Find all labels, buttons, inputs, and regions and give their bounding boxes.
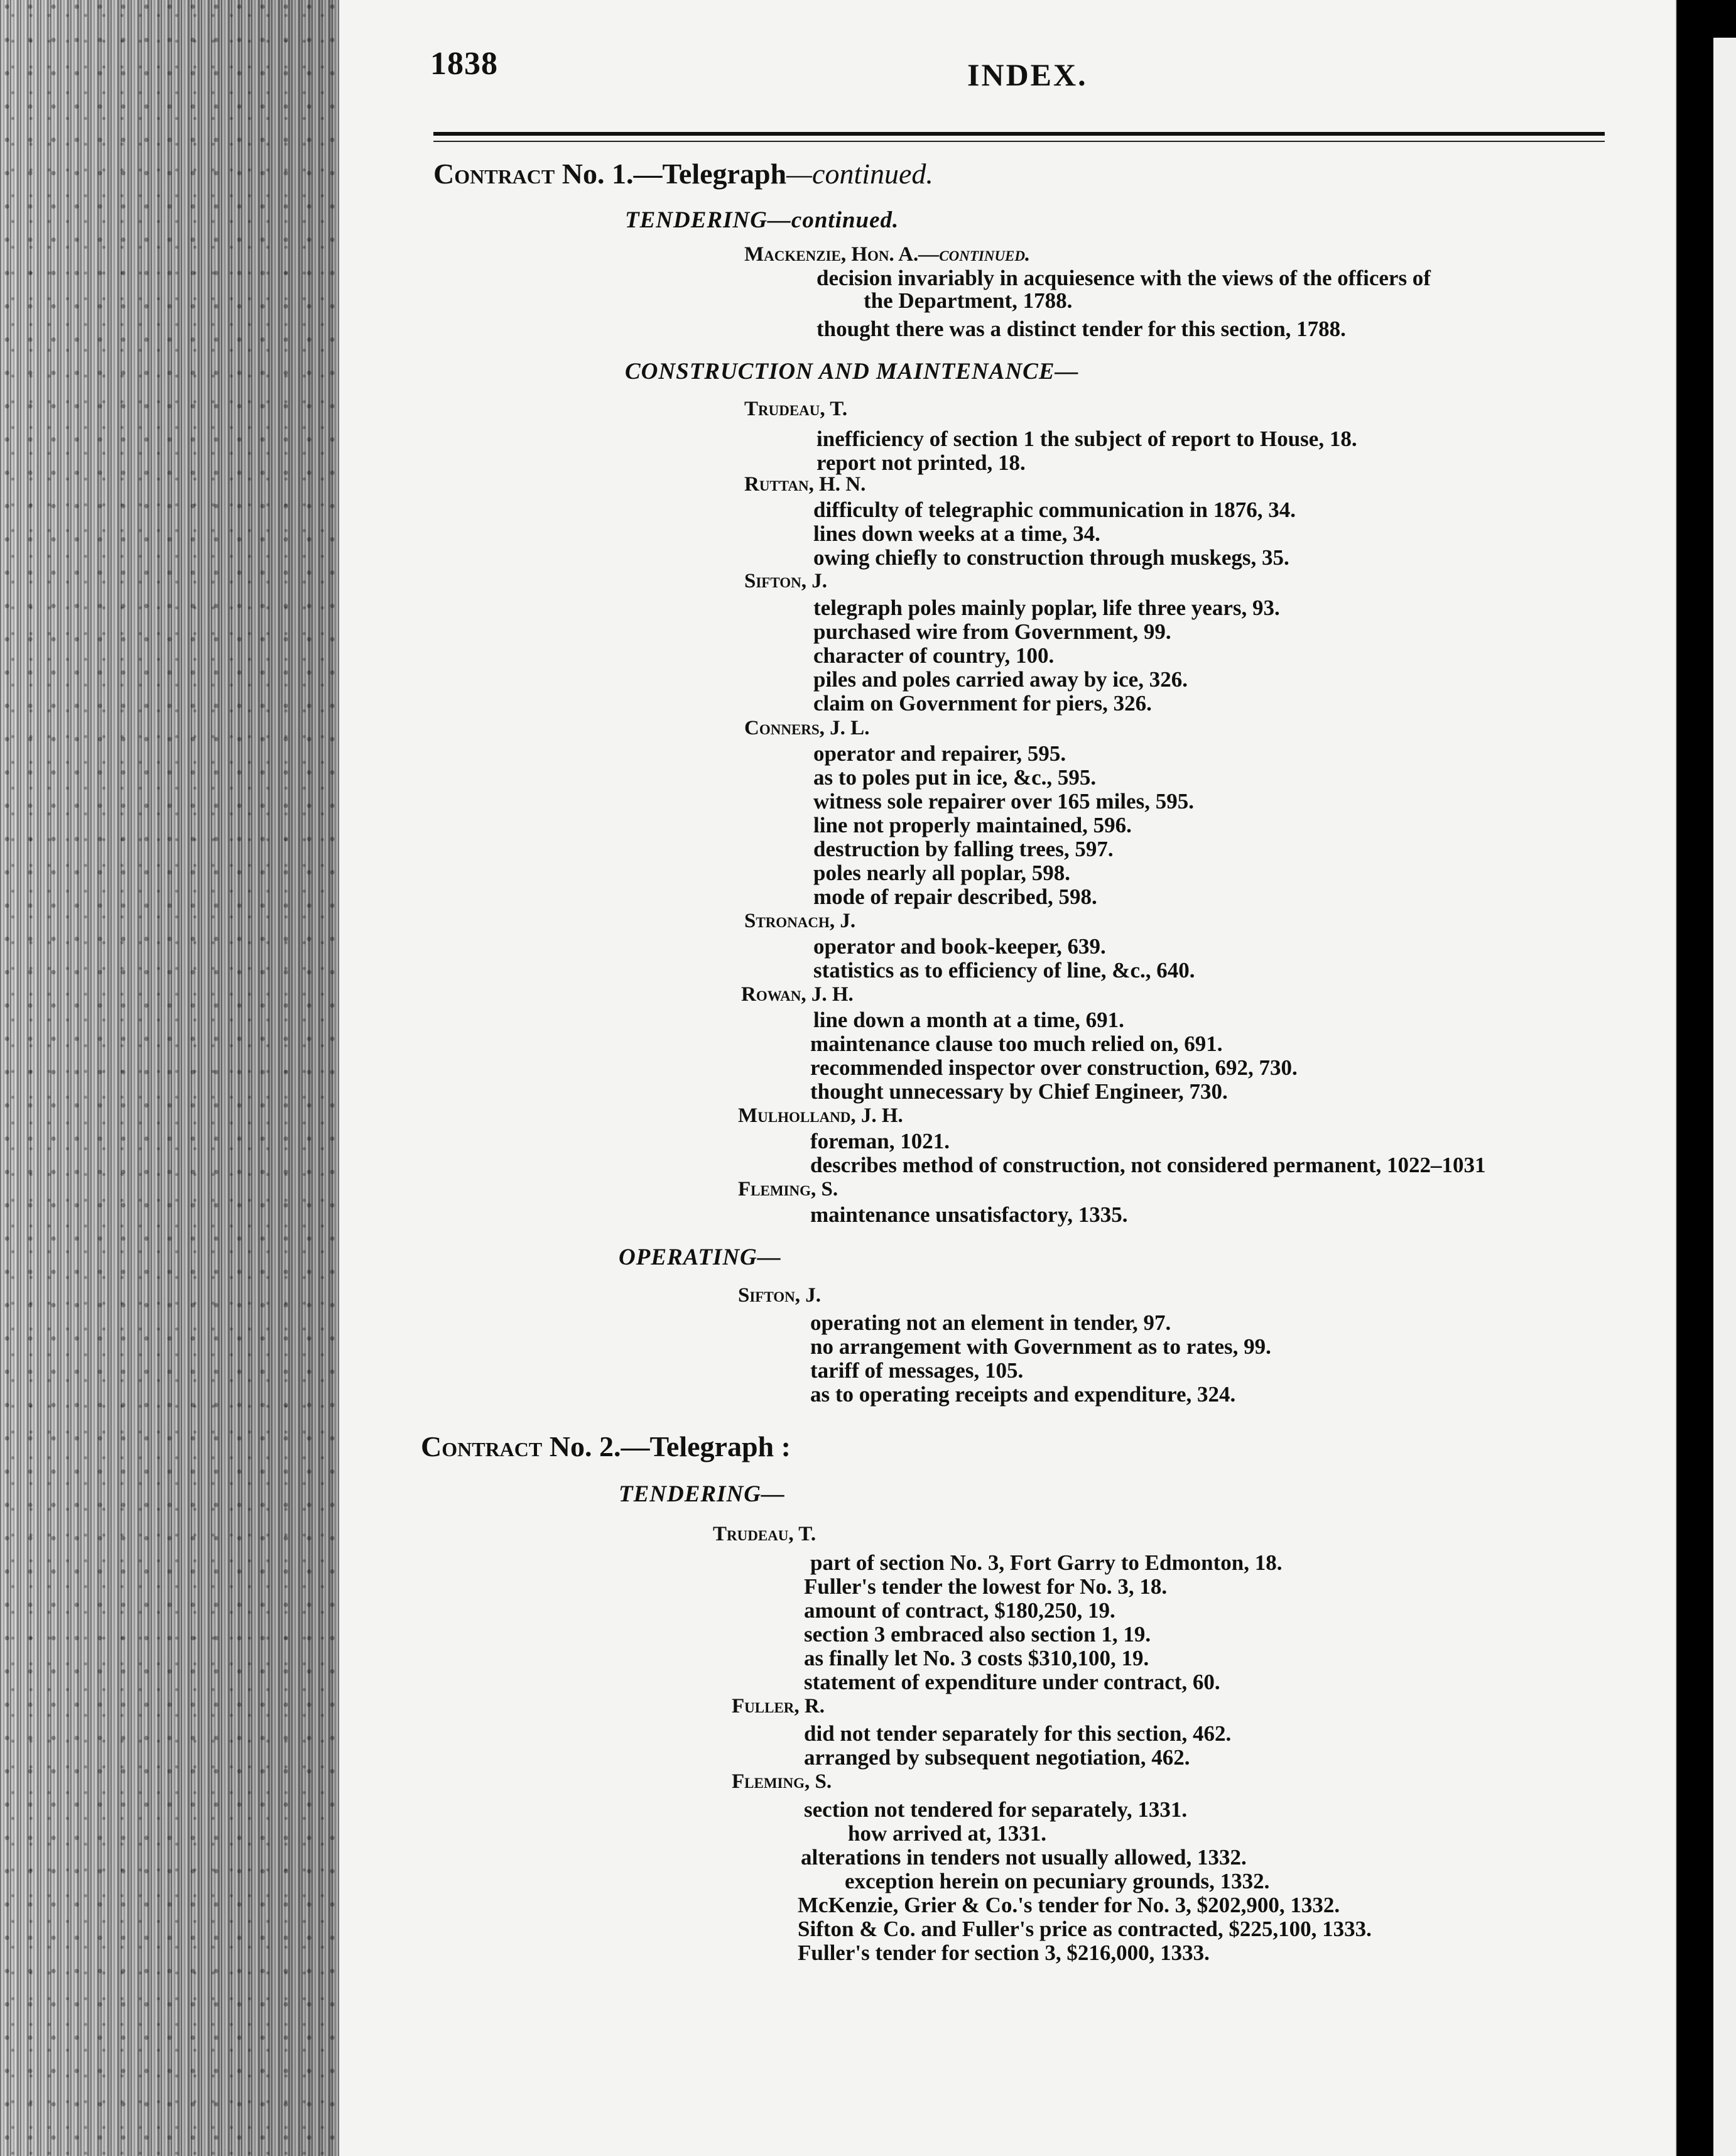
entry-text: as finally let No. 3 costs $310,100, 19. [804, 1646, 1149, 1670]
entry-text: Fuller, R. [732, 1695, 825, 1718]
adjacent-page-edge [1713, 38, 1736, 2156]
entry-text: statement of expenditure under contract, 60. [804, 1670, 1220, 1694]
entry-text: tariff of messages, 105. [810, 1358, 1024, 1383]
entry-text: Mulholland, J. H. [738, 1104, 903, 1127]
entry-text: poles nearly all poplar, 598. [813, 861, 1071, 885]
entry-text: Fleming, S. [732, 1770, 832, 1793]
section-heading [619, 1246, 781, 1270]
entry-text: thought there was a distinct tender for this section, 1788. [816, 317, 1346, 341]
index-entry [813, 959, 1195, 983]
entry-text: OPERATING— [619, 1244, 781, 1270]
contract-lead: Contract [433, 158, 555, 190]
index-entry [845, 1870, 1269, 1893]
contract-title: No. 1.—Telegraph [561, 158, 787, 190]
witness-name [744, 472, 865, 496]
index-entry [813, 668, 1188, 692]
index-entry [813, 861, 1070, 885]
witness-name [738, 1177, 838, 1201]
index-entry [813, 620, 1171, 644]
index-entry [848, 1822, 1046, 1846]
entry-text: statistics as to efficiency of line, &c., 640. [813, 958, 1195, 983]
entry-text: Fuller's tender for section 3, $216,000, 1333. [798, 1941, 1210, 1965]
index-entry [798, 1917, 1372, 1941]
entry-text: thought unnecessary by Chief Engineer, 730. [810, 1079, 1228, 1104]
witness-name [744, 397, 847, 421]
entry-text: recommended inspector over construction, 692, 730. [810, 1055, 1298, 1080]
contract-heading-2 [421, 1431, 791, 1462]
entry-text: inefficiency of section 1 the subject of report to House, 18. [816, 427, 1357, 451]
witness-name [738, 1104, 903, 1128]
entry-text: lines down weeks at a time, 34. [813, 521, 1100, 546]
entry-text: decision invariably in acquiesence with the views of the officers of [816, 266, 1431, 290]
index-entry [810, 1130, 950, 1153]
index-entry [816, 451, 1026, 475]
index-entry [813, 837, 1114, 861]
header-rule-thin [433, 141, 1605, 142]
index-entry [801, 1846, 1247, 1870]
entry-text: maintenance unsatisfactory, 1335. [810, 1202, 1128, 1227]
witness-name [713, 1522, 816, 1546]
section-heading [619, 1483, 785, 1506]
index-entry [816, 427, 1357, 451]
index-entry [804, 1599, 1115, 1623]
entry-text: Rowan, J. H. [741, 983, 854, 1006]
index-entry [813, 814, 1132, 837]
section-heading [625, 209, 899, 232]
index-entry [813, 522, 1100, 546]
index-entry [804, 1670, 1220, 1694]
book-page-edges [0, 0, 339, 2156]
entry-text: alterations in tenders not usually allowed, 1332. [801, 1845, 1247, 1870]
index-entry [798, 1941, 1210, 1965]
entry-text: operating not an element in tender, 97. [810, 1310, 1171, 1335]
contract-title: No. 2.—Telegraph : [549, 1430, 791, 1462]
index-entry [804, 1798, 1187, 1822]
index-entry [804, 1623, 1151, 1647]
entry-text: operator and book-keeper, 639. [813, 934, 1106, 959]
entry-text: Sifton, J. [744, 570, 828, 592]
entry-text: owing chiefly to construction through muskegs, 35. [813, 545, 1289, 570]
entry-text: character of country, 100. [813, 643, 1055, 668]
witness-name [744, 716, 869, 740]
entry-text: witness sole repairer over 165 miles, 595. [813, 789, 1194, 814]
section-heading [625, 360, 1079, 384]
page-number: 1838 [430, 46, 498, 82]
entry-text: line not properly maintained, 596. [813, 813, 1132, 837]
index-entry [813, 644, 1054, 668]
entry-text: TENDERING—continued. [625, 207, 899, 233]
index-entry [813, 790, 1194, 814]
contract-lead: Contract [421, 1430, 543, 1462]
entry-text: how arrived at, 1331. [848, 1821, 1046, 1846]
index-entry [810, 1359, 1023, 1383]
witness-name [738, 1283, 821, 1307]
entry-text: describes method of construction, not considered permanent, 1022–1031 [810, 1153, 1486, 1177]
entry-text: destruction by falling trees, 597. [813, 837, 1114, 861]
entry-text: arranged by subsequent negotiation, 462. [804, 1745, 1190, 1770]
entry-text: telegraph poles mainly poplar, life three years, 93. [813, 596, 1280, 620]
entry-text: did not tender separately for this section, 462. [804, 1721, 1232, 1746]
index-entry [804, 1647, 1149, 1670]
index-entry [810, 1383, 1235, 1407]
entry-text: part of section No. 3, Fort Garry to Edmonton, 18. [810, 1550, 1283, 1575]
entry-text: no arrangement with Government as to rates, 99. [810, 1334, 1271, 1359]
index-entry [810, 1153, 1486, 1177]
index-entry [804, 1722, 1231, 1746]
entry-text: Trudeau, T. [713, 1523, 816, 1545]
entry-text: piles and poles carried away by ice, 326. [813, 667, 1188, 692]
entry-text: Ruttan, H. N. [744, 473, 866, 496]
entry-text: amount of contract, $180,250, 19. [804, 1598, 1115, 1623]
entry-text: operator and repairer, 595. [813, 741, 1066, 766]
page-title: INDEX. [967, 57, 1088, 92]
entry-text: the Department, 1788. [864, 288, 1073, 313]
contract-heading-1 [433, 158, 933, 190]
continued-note: —continued. [918, 243, 1031, 266]
entry-text: Fuller's tender the lowest for No. 3, 18. [804, 1574, 1168, 1599]
entry-text: Stronach, J. [744, 910, 856, 932]
index-entry [816, 266, 1431, 290]
witness-name [744, 909, 855, 933]
index-entry [813, 498, 1296, 522]
index-entry [798, 1893, 1340, 1917]
entry-text: maintenance clause too much relied on, 691. [810, 1032, 1223, 1056]
header-rule [433, 132, 1605, 136]
entry-text: mode of repair described, 598. [813, 885, 1097, 909]
index-entry [813, 546, 1289, 570]
entry-text: as to operating receipts and expenditure, 324. [810, 1382, 1236, 1407]
index-entry [810, 1203, 1128, 1227]
index-entry [810, 1032, 1223, 1056]
index-entry [864, 289, 1072, 313]
entry-text: purchased wire from Government, 99. [813, 619, 1171, 644]
entry-text: difficulty of telegraphic communication in 1876, 34. [813, 498, 1296, 522]
index-entry [810, 1080, 1228, 1104]
entry-text: exception herein on pecuniary grounds, 1332. [845, 1869, 1270, 1893]
index-entry [813, 596, 1280, 620]
witness-name [732, 1694, 825, 1718]
index-entry [816, 317, 1346, 341]
index-entry [813, 766, 1096, 790]
index-entry [810, 1056, 1298, 1080]
index-entry [813, 1008, 1124, 1032]
index-entry [813, 692, 1152, 716]
entry-text: Mackenzie, Hon. A. [744, 243, 919, 266]
entry-text: Sifton, J. [738, 1284, 822, 1307]
entry-text: section 3 embraced also section 1, 19. [804, 1622, 1151, 1647]
witness-name [744, 242, 1030, 266]
entry-text: Trudeau, T. [744, 398, 848, 420]
entry-text: Sifton & Co. and Fuller's price as contracted, $225,100, 1333. [798, 1917, 1372, 1941]
entry-text: foreman, 1021. [810, 1129, 950, 1153]
witness-name [741, 983, 854, 1006]
index-entry [804, 1575, 1167, 1599]
entry-text: line down a month at a time, 691. [813, 1008, 1124, 1032]
index-entry [813, 885, 1097, 909]
entry-text: as to poles put in ice, &c., 595. [813, 765, 1097, 790]
index-entry [810, 1335, 1271, 1359]
entry-text: CONSTRUCTION AND MAINTENANCE— [625, 359, 1079, 384]
entry-text: section not tendered for separately, 1331. [804, 1797, 1188, 1822]
entry-text: report not printed, 18. [816, 450, 1026, 475]
index-entry [804, 1746, 1190, 1770]
index-entry [813, 935, 1106, 959]
entry-text: Conners, J. L. [744, 717, 870, 739]
witness-name [732, 1770, 832, 1794]
index-entry [810, 1551, 1282, 1575]
entry-text: claim on Government for piers, 326. [813, 691, 1152, 716]
entry-text: TENDERING— [619, 1481, 785, 1507]
witness-name [744, 569, 827, 593]
entry-text: Fleming, S. [738, 1178, 838, 1200]
contract-continued: —continued. [786, 158, 933, 190]
index-entry [810, 1311, 1171, 1335]
entry-text: McKenzie, Grier & Co.'s tender for No. 3, $202,900, 1332. [798, 1893, 1340, 1917]
index-entry [813, 742, 1066, 766]
